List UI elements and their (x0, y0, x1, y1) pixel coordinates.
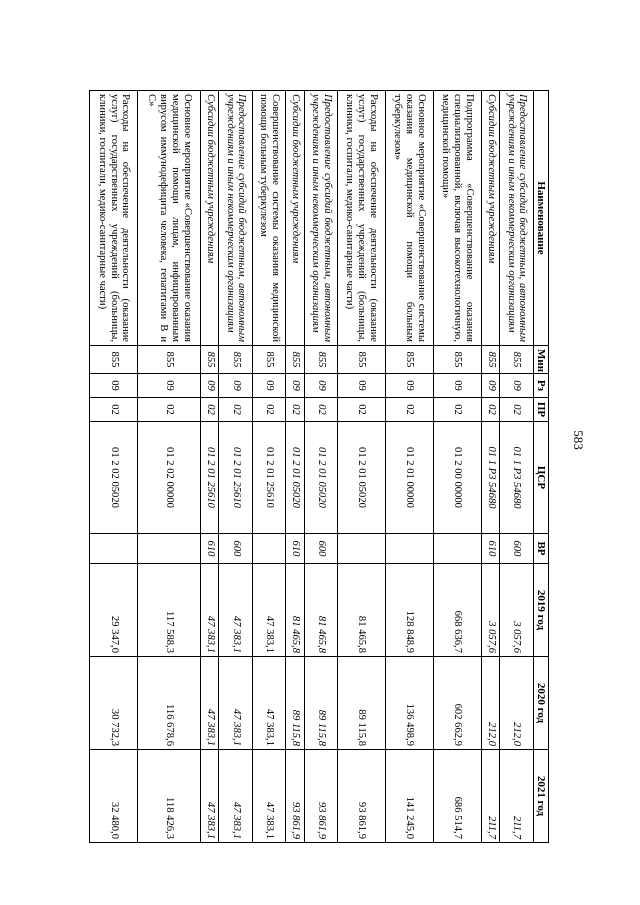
row-rz: 09 (252, 374, 285, 398)
row-2021: 47 383,1 (200, 750, 219, 843)
row-2021: 211,7 (500, 750, 533, 843)
row-name: Подпрограмма «Совершенствование оказания специализированной, включая высокотехнологичную, медицинской помощи» (433, 91, 481, 346)
header-csr: ЦСР (533, 422, 548, 534)
row-min: 855 (433, 346, 481, 374)
row-rz: 09 (500, 374, 533, 398)
row-csr: 01 2 01 00000 (385, 422, 433, 534)
row-pr: 02 (481, 398, 500, 422)
rotated-table-area (89, 90, 549, 843)
table-row (252, 91, 285, 843)
row-name: Предоставление субсидий бюджетным, автономным учреждениям и иным некоммерческим организациям (304, 91, 337, 346)
table-row (385, 91, 433, 843)
row-vr: 600 (500, 534, 533, 564)
row-pr: 02 (500, 398, 533, 422)
row-2020: 136 498,9 (385, 657, 433, 750)
row-min: 855 (90, 346, 138, 374)
row-2020: 116 678,6 (138, 657, 201, 750)
row-rz: 09 (385, 374, 433, 398)
row-2020: 212,0 (481, 657, 500, 750)
header-2019: 2019 год (533, 564, 548, 657)
row-2021: 47 383,1 (219, 750, 252, 843)
budget-table (89, 90, 549, 843)
row-2019: 29 347,0 (90, 564, 138, 657)
row-2019: 47 383,1 (252, 564, 285, 657)
row-min: 855 (252, 346, 285, 374)
row-2019: 3 057,6 (500, 564, 533, 657)
header-2020: 2020 год (533, 657, 548, 750)
row-2021: 118 426,3 (138, 750, 201, 843)
header-rz: Рз (533, 374, 548, 398)
row-csr: 01 2 02 05020 (90, 422, 138, 534)
row-2020: 30 732,3 (90, 657, 138, 750)
row-csr: 01 2 01 25610 (219, 422, 252, 534)
row-name: Субсидии бюджетным учреждениям (286, 91, 305, 346)
row-pr: 02 (433, 398, 481, 422)
row-min: 855 (304, 346, 337, 374)
row-pr: 02 (304, 398, 337, 422)
row-2019: 47 383,1 (200, 564, 219, 657)
page-number: 583 (571, 430, 586, 450)
header-pr: ПР (533, 398, 548, 422)
row-csr: 01 2 01 05020 (304, 422, 337, 534)
row-csr: 01 2 01 05020 (286, 422, 305, 534)
table-row (337, 91, 385, 843)
row-vr: 600 (219, 534, 252, 564)
row-rz: 09 (286, 374, 305, 398)
row-vr (385, 534, 433, 564)
table-row (90, 91, 138, 843)
row-name: Основное мероприятие «Совершенствование оказания медицинской помощи лицам, инфицированным вирусом иммунодефицита человека, гепатитами В и С» (138, 91, 201, 346)
row-2020: 89 115,8 (286, 657, 305, 750)
row-name: Расходы на обеспечение деятельности (оказание услуг) государственных учреждений (больницы, клиники, госпитали, медико-санитарные части) (337, 91, 385, 346)
header-vr: ВР (533, 534, 548, 564)
header-min: Мин (533, 346, 548, 374)
row-pr: 02 (200, 398, 219, 422)
row-2021: 47 383,1 (252, 750, 285, 843)
row-vr (433, 534, 481, 564)
row-2020: 212,0 (500, 657, 533, 750)
row-rz: 09 (481, 374, 500, 398)
row-rz: 09 (337, 374, 385, 398)
row-name: Расходы на обеспечение деятельности (оказание услуг) государственных учреждений (больницы, клиники, госпитали, медико-санитарные части) (90, 91, 138, 346)
table-row (138, 91, 201, 843)
row-2020: 47 383,1 (219, 657, 252, 750)
row-pr: 02 (90, 398, 138, 422)
row-min: 855 (219, 346, 252, 374)
row-vr: 600 (304, 534, 337, 564)
row-pr: 02 (219, 398, 252, 422)
table-header-row (533, 91, 548, 843)
row-2020: 602 662,9 (433, 657, 481, 750)
header-2021: 2021 год (533, 750, 548, 843)
table-row (481, 91, 500, 843)
row-vr (252, 534, 285, 564)
row-name: Субсидии бюджетным учреждениям (200, 91, 219, 346)
row-rz: 09 (304, 374, 337, 398)
row-2021: 93 861,9 (337, 750, 385, 843)
table-row (219, 91, 252, 843)
row-rz: 09 (138, 374, 201, 398)
row-csr: 01 2 02 00000 (138, 422, 201, 534)
row-csr: 01 2 00 00000 (433, 422, 481, 534)
row-rz: 09 (433, 374, 481, 398)
row-vr: 610 (481, 534, 500, 564)
row-2020: 47 383,1 (252, 657, 285, 750)
row-csr: 01 2 01 25610 (252, 422, 285, 534)
row-2019: 117 588,3 (138, 564, 201, 657)
row-min: 855 (200, 346, 219, 374)
row-2019: 81 465,8 (337, 564, 385, 657)
row-pr: 02 (337, 398, 385, 422)
row-pr: 02 (385, 398, 433, 422)
row-2021: 211,7 (481, 750, 500, 843)
row-name: Предоставление субсидий бюджетным, автономным учреждениям и иным некоммерческим организациям (219, 91, 252, 346)
row-2021: 686 514,7 (433, 750, 481, 843)
row-2021: 32 480,0 (90, 750, 138, 843)
header-name: Наименование (533, 91, 548, 346)
row-min: 855 (337, 346, 385, 374)
table-row (304, 91, 337, 843)
row-name: Субсидии бюджетным учреждениям (481, 91, 500, 346)
row-2019: 47 383,1 (219, 564, 252, 657)
row-pr: 02 (286, 398, 305, 422)
row-vr (138, 534, 201, 564)
row-vr (90, 534, 138, 564)
table-row (286, 91, 305, 843)
row-rz: 09 (90, 374, 138, 398)
row-rz: 09 (219, 374, 252, 398)
row-2019: 81 465,8 (304, 564, 337, 657)
row-2019: 3 057,6 (481, 564, 500, 657)
table-row (500, 91, 533, 843)
table-row (200, 91, 219, 843)
row-2019: 128 848,9 (385, 564, 433, 657)
row-csr: 01 2 01 25610 (200, 422, 219, 534)
row-min: 855 (385, 346, 433, 374)
row-2021: 141 245,0 (385, 750, 433, 843)
row-min: 855 (500, 346, 533, 374)
row-min: 855 (286, 346, 305, 374)
row-2021: 93 861,9 (304, 750, 337, 843)
row-csr: 01 1 Р3 54680 (481, 422, 500, 534)
row-2020: 47 383,1 (200, 657, 219, 750)
row-rz: 09 (200, 374, 219, 398)
row-vr: 610 (286, 534, 305, 564)
row-name: Совершенствование системы оказания медицинской помощи больным туберкулезом (252, 91, 285, 346)
row-vr: 610 (200, 534, 219, 564)
row-2020: 89 115,8 (304, 657, 337, 750)
row-csr: 01 1 Р3 54680 (500, 422, 533, 534)
rotated-table-inner (89, 90, 549, 843)
row-2019: 81 465,8 (286, 564, 305, 657)
row-min: 855 (481, 346, 500, 374)
row-vr (337, 534, 385, 564)
row-min: 855 (138, 346, 201, 374)
row-name: Предоставление субсидий бюджетным, автономным учреждениям и иным некоммерческим организациям (500, 91, 533, 346)
table-row (433, 91, 481, 843)
row-pr: 02 (252, 398, 285, 422)
row-2019: 668 636,7 (433, 564, 481, 657)
row-name: Основное мероприятие «Совершенствование системы оказания медицинской помощи больным туберкулезом» (385, 91, 433, 346)
row-2020: 89 115,8 (337, 657, 385, 750)
row-2021: 93 861,9 (286, 750, 305, 843)
row-csr: 01 2 01 05020 (337, 422, 385, 534)
row-pr: 02 (138, 398, 201, 422)
